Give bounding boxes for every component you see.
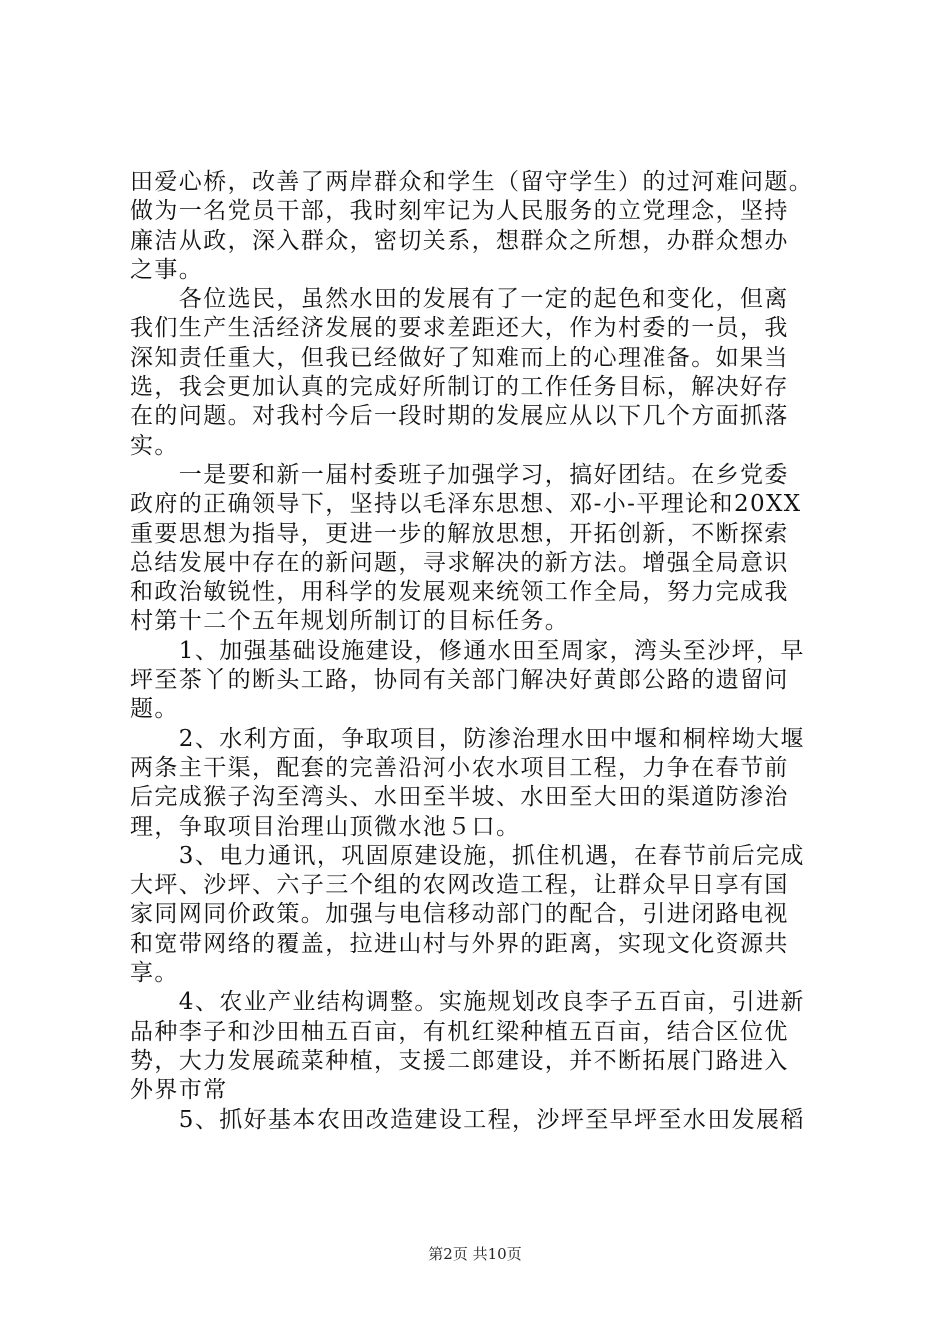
text-line: 一是要和新一届村委班子加强学习，搞好团结。在乡党委 bbox=[130, 461, 789, 488]
text-line: 廉洁从政，深入群众，密切关系，想群众之所想，办群众想办 bbox=[130, 227, 789, 254]
text-line: 坪至茶丫的断头工路，协同有关部门解决好黄郎公路的遗留问 bbox=[130, 667, 789, 694]
text-line: 两条主干渠，配套的完善沿河小农水项目工程，力争在春节前 bbox=[130, 754, 789, 781]
text-line: 1、加强基础设施建设，修通水田至周家，湾头至沙坪，早 bbox=[130, 637, 805, 664]
text-line: 村第十二个五年规划所制订的目标任务。 bbox=[130, 608, 570, 635]
text-line: 深知责任重大，但我已经做好了知难而上的心理准备。如果当 bbox=[130, 344, 789, 371]
text-line: 政府的正确领导下，坚持以毛泽东思想、邓-小-平理论和20XX bbox=[130, 491, 802, 518]
text-line: 在的问题。对我村今后一段时期的发展应从以下几个方面抓落 bbox=[130, 403, 789, 430]
text-line: 之事。 bbox=[130, 256, 204, 283]
text-line: 势，大力发展疏菜种植，支援二郎建设，并不断拓展门路进入 bbox=[130, 1047, 789, 1074]
text-line: 5、抓好基本农田改造建设工程，沙坪至早坪至水田发展稻 bbox=[130, 1106, 805, 1133]
document-body bbox=[130, 168, 830, 1135]
text-line: 后完成猴子沟至湾头、水田至半坡、水田至大田的渠道防渗治 bbox=[130, 784, 789, 811]
text-line: 总结发展中存在的新问题，寻求解决的新方法。增强全局意识 bbox=[130, 549, 789, 576]
text-line: 享。 bbox=[130, 960, 179, 987]
text-line: 田爱心桥，改善了两岸群众和学生（留守学生）的过河难问题。 bbox=[130, 169, 814, 195]
text-line: 做为一名党员干部，我时刻牢记为人民服务的立党理念，坚持 bbox=[130, 198, 789, 225]
text-line: 大坪、沙坪、六子三个组的农网改造工程，让群众早日享有国 bbox=[130, 872, 789, 899]
text-line: 品种李子和沙田柚五百亩，有机红梁种植五百亩，结合区位优 bbox=[130, 1018, 789, 1045]
text-line: 和宽带网络的覆盖，拉进山村与外界的距离，实现文化资源共 bbox=[130, 930, 789, 957]
text-line: 各位选民，虽然水田的发展有了一定的起色和变化，但离 bbox=[130, 286, 789, 313]
text-line: 题。 bbox=[130, 696, 179, 723]
text-line: 我们生产生活经济发展的要求差距还大，作为村委的一员，我 bbox=[130, 315, 789, 342]
text-line: 重要思想为指导，更进一步的解放思想，开拓创新，不断探索 bbox=[130, 520, 789, 547]
text-line: 家同网同价政策。加强与电信移动部门的配合，引进闭路电视 bbox=[130, 901, 789, 928]
text-line: 实。 bbox=[130, 432, 179, 459]
page-footer: 第2页 共10页 bbox=[428, 1245, 522, 1263]
text-line: 外界市常 bbox=[130, 1077, 228, 1104]
text-line: 选，我会更加认真的完成好所制订的工作任务目标，解决好存 bbox=[130, 374, 789, 401]
text-line: 理，争取项目治理山顶微水池５口。 bbox=[130, 813, 521, 840]
text-line: 3、电力通讯，巩固原建设施，抓住机遇，在春节前后完成 bbox=[130, 842, 805, 869]
text-line: 和政治敏锐性，用科学的发展观来统领工作全局，努力完成我 bbox=[130, 579, 789, 606]
text-line: 2、水利方面，争取项目，防渗治理水田中堰和桐梓坳大堰 bbox=[130, 725, 805, 752]
text-line: 4、农业产业结构调整。实施规划改良李子五百亩，引进新 bbox=[130, 989, 805, 1016]
